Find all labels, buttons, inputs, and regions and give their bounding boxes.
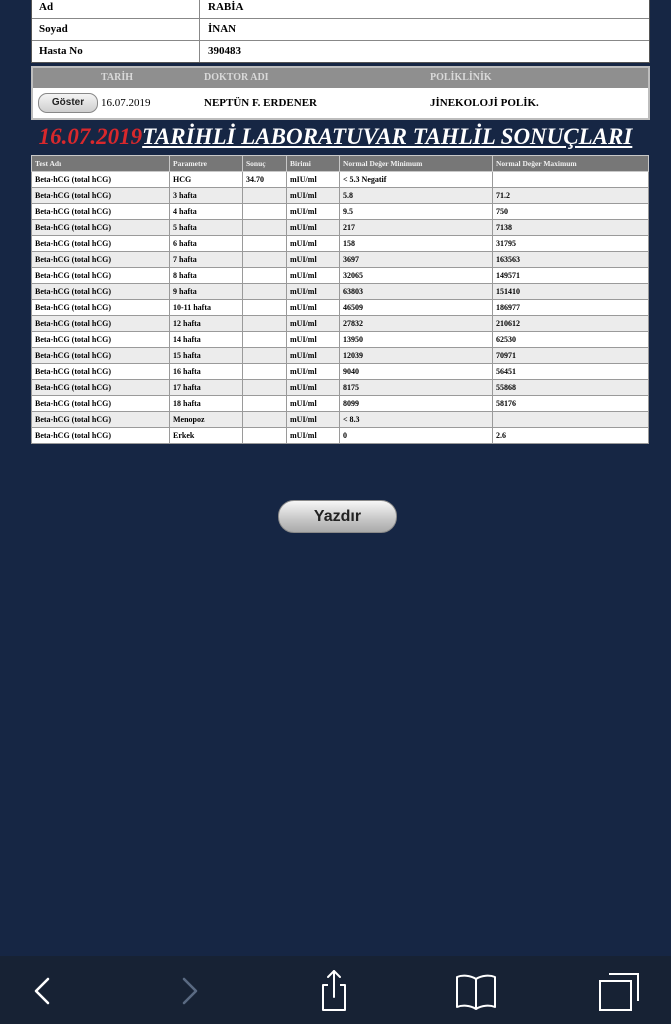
table-cell: mUI/ml: [287, 364, 340, 380]
table-cell: [243, 428, 287, 444]
back-icon: [17, 966, 67, 1016]
table-cell: mUI/ml: [287, 204, 340, 220]
column-header: Parametre: [170, 156, 243, 172]
column-header: Normal Değer Maximum: [493, 156, 649, 172]
table-cell: 34.70: [243, 172, 287, 188]
table-cell: Beta-hCG (total hCG): [32, 364, 170, 380]
table-row: [32, 236, 649, 252]
table-cell: [243, 364, 287, 380]
patient-info: [31, 0, 650, 63]
results-header-row: [32, 156, 649, 172]
table-row: [32, 332, 649, 348]
table-cell: 70971: [493, 348, 649, 364]
table-cell: [243, 412, 287, 428]
share-button[interactable]: [309, 966, 359, 1016]
table-cell: 12039: [340, 348, 493, 364]
table-row: [32, 268, 649, 284]
table-cell: 10-11 hafta: [170, 300, 243, 316]
results-table: [31, 155, 649, 444]
tabs-icon: [594, 966, 644, 1016]
table-row: [32, 348, 649, 364]
column-header: Test Adı: [32, 156, 170, 172]
patient-row-name: [32, 0, 649, 19]
table-cell: mUI/ml: [287, 396, 340, 412]
table-cell: [243, 396, 287, 412]
table-cell: HCG: [170, 172, 243, 188]
table-cell: 31795: [493, 236, 649, 252]
patient-surname-value: İNAN: [208, 23, 237, 35]
patient-surname-label: Soyad: [32, 19, 200, 40]
visit-date-header: TARİH: [101, 72, 134, 83]
bookmarks-icon: [451, 966, 501, 1016]
table-cell: 5 hafta: [170, 220, 243, 236]
table-cell: Beta-hCG (total hCG): [32, 396, 170, 412]
table-cell: 7 hafta: [170, 252, 243, 268]
table-cell: Beta-hCG (total hCG): [32, 316, 170, 332]
table-row: [32, 396, 649, 412]
print-button[interactable]: Yazdır: [278, 500, 397, 533]
table-cell: [243, 236, 287, 252]
table-cell: mUI/ml: [287, 428, 340, 444]
table-cell: Beta-hCG (total hCG): [32, 332, 170, 348]
table-cell: mUI/ml: [287, 316, 340, 332]
table-cell: Menopoz: [170, 412, 243, 428]
visit-row: [33, 88, 648, 118]
table-cell: 46509: [340, 300, 493, 316]
table-cell: 750: [493, 204, 649, 220]
table-cell: 149571: [493, 268, 649, 284]
table-cell: Beta-hCG (total hCG): [32, 284, 170, 300]
table-cell: 9.5: [340, 204, 493, 220]
table-cell: 13950: [340, 332, 493, 348]
column-header: Sonuç: [243, 156, 287, 172]
title-text: TARİHLİ LABORATUVAR TAHLİL SONUÇLARI: [142, 124, 633, 149]
table-row: [32, 428, 649, 444]
table-row: [32, 172, 649, 188]
table-cell: 8099: [340, 396, 493, 412]
table-cell: [243, 380, 287, 396]
table-cell: Beta-hCG (total hCG): [32, 348, 170, 364]
table-cell: 8175: [340, 380, 493, 396]
table-cell: Erkek: [170, 428, 243, 444]
table-row: [32, 300, 649, 316]
table-cell: 15 hafta: [170, 348, 243, 364]
share-icon: [309, 966, 359, 1016]
table-cell: mUI/ml: [287, 412, 340, 428]
table-cell: Beta-hCG (total hCG): [32, 172, 170, 188]
table-cell: 6 hafta: [170, 236, 243, 252]
table-cell: [243, 204, 287, 220]
table-cell: 63803: [340, 284, 493, 300]
table-cell: mUI/ml: [287, 348, 340, 364]
table-cell: Beta-hCG (total hCG): [32, 412, 170, 428]
table-cell: 55868: [493, 380, 649, 396]
browser-toolbar: [0, 956, 671, 1024]
table-cell: [243, 188, 287, 204]
table-cell: mUI/ml: [287, 332, 340, 348]
visit-clinic-header: POLİKLİNİK: [430, 72, 492, 83]
back-button[interactable]: [17, 966, 67, 1016]
table-cell: < 8.3: [340, 412, 493, 428]
forward-button[interactable]: [165, 966, 215, 1016]
table-cell: 163563: [493, 252, 649, 268]
table-cell: [243, 284, 287, 300]
table-cell: 71.2: [493, 188, 649, 204]
table-cell: 5.8: [340, 188, 493, 204]
table-cell: 16 hafta: [170, 364, 243, 380]
forward-icon: [165, 966, 215, 1016]
patient-row-number: [32, 41, 649, 62]
table-cell: mUI/ml: [287, 220, 340, 236]
table-cell: 0: [340, 428, 493, 444]
show-button[interactable]: Göster: [38, 93, 98, 113]
table-cell: Beta-hCG (total hCG): [32, 220, 170, 236]
table-cell: 151410: [493, 284, 649, 300]
table-cell: 27832: [340, 316, 493, 332]
table-cell: 217: [340, 220, 493, 236]
column-header: Birimi: [287, 156, 340, 172]
table-cell: mUI/ml: [287, 268, 340, 284]
table-row: [32, 364, 649, 380]
visit-doctor: NEPTÜN F. ERDENER: [204, 97, 317, 109]
table-cell: 3 hafta: [170, 188, 243, 204]
visit-clinic: JİNEKOLOJİ POLİK.: [430, 97, 539, 109]
page-title: [0, 124, 671, 150]
table-cell: [243, 332, 287, 348]
table-cell: 2.6: [493, 428, 649, 444]
table-row: [32, 188, 649, 204]
table-row: [32, 284, 649, 300]
table-cell: Beta-hCG (total hCG): [32, 428, 170, 444]
table-row: [32, 252, 649, 268]
table-cell: Beta-hCG (total hCG): [32, 300, 170, 316]
table-cell: 58176: [493, 396, 649, 412]
table-cell: [493, 412, 649, 428]
table-cell: mUI/ml: [287, 188, 340, 204]
visit-header: [33, 68, 648, 88]
table-cell: 56451: [493, 364, 649, 380]
table-cell: [243, 348, 287, 364]
table-cell: 62530: [493, 332, 649, 348]
results-body: [32, 172, 649, 444]
table-cell: 210612: [493, 316, 649, 332]
patient-row-surname: [32, 19, 649, 41]
table-cell: [243, 252, 287, 268]
table-cell: 32065: [340, 268, 493, 284]
table-cell: 12 hafta: [170, 316, 243, 332]
table-cell: mUI/ml: [287, 300, 340, 316]
table-cell: Beta-hCG (total hCG): [32, 236, 170, 252]
table-cell: mUI/ml: [287, 252, 340, 268]
patient-number-value: 390483: [208, 45, 241, 57]
patient-name-label: Ad: [32, 0, 200, 18]
table-cell: 9040: [340, 364, 493, 380]
table-cell: Beta-hCG (total hCG): [32, 188, 170, 204]
table-cell: < 5.3 Negatif: [340, 172, 493, 188]
title-date: 16.07.2019: [38, 124, 143, 149]
table-cell: [243, 300, 287, 316]
table-cell: 158: [340, 236, 493, 252]
table-row: [32, 380, 649, 396]
table-cell: mUI/ml: [287, 284, 340, 300]
table-cell: 3697: [340, 252, 493, 268]
table-cell: 17 hafta: [170, 380, 243, 396]
tabs-button[interactable]: [594, 966, 644, 1016]
table-cell: mIU/ml: [287, 172, 340, 188]
table-cell: Beta-hCG (total hCG): [32, 380, 170, 396]
visit-doctor-header: DOKTOR ADI: [204, 72, 269, 83]
visit-panel: [31, 66, 650, 120]
table-cell: [493, 172, 649, 188]
table-cell: 18 hafta: [170, 396, 243, 412]
table-cell: Beta-hCG (total hCG): [32, 268, 170, 284]
table-cell: Beta-hCG (total hCG): [32, 252, 170, 268]
table-cell: [243, 268, 287, 284]
bookmarks-button[interactable]: [451, 966, 501, 1016]
table-cell: [243, 316, 287, 332]
table-cell: 9 hafta: [170, 284, 243, 300]
table-row: [32, 220, 649, 236]
table-row: [32, 204, 649, 220]
visit-date: 16.07.2019: [101, 97, 151, 109]
table-cell: 14 hafta: [170, 332, 243, 348]
table-cell: 8 hafta: [170, 268, 243, 284]
table-cell: 7138: [493, 220, 649, 236]
table-row: [32, 316, 649, 332]
table-cell: Beta-hCG (total hCG): [32, 204, 170, 220]
table-cell: [243, 220, 287, 236]
table-cell: mUI/ml: [287, 236, 340, 252]
table-cell: 4 hafta: [170, 204, 243, 220]
patient-name-value: RABİA: [208, 1, 244, 13]
table-cell: mUI/ml: [287, 380, 340, 396]
column-header: Normal Değer Minimum: [340, 156, 493, 172]
table-cell: 186977: [493, 300, 649, 316]
table-row: [32, 412, 649, 428]
patient-number-label: Hasta No: [32, 41, 200, 62]
